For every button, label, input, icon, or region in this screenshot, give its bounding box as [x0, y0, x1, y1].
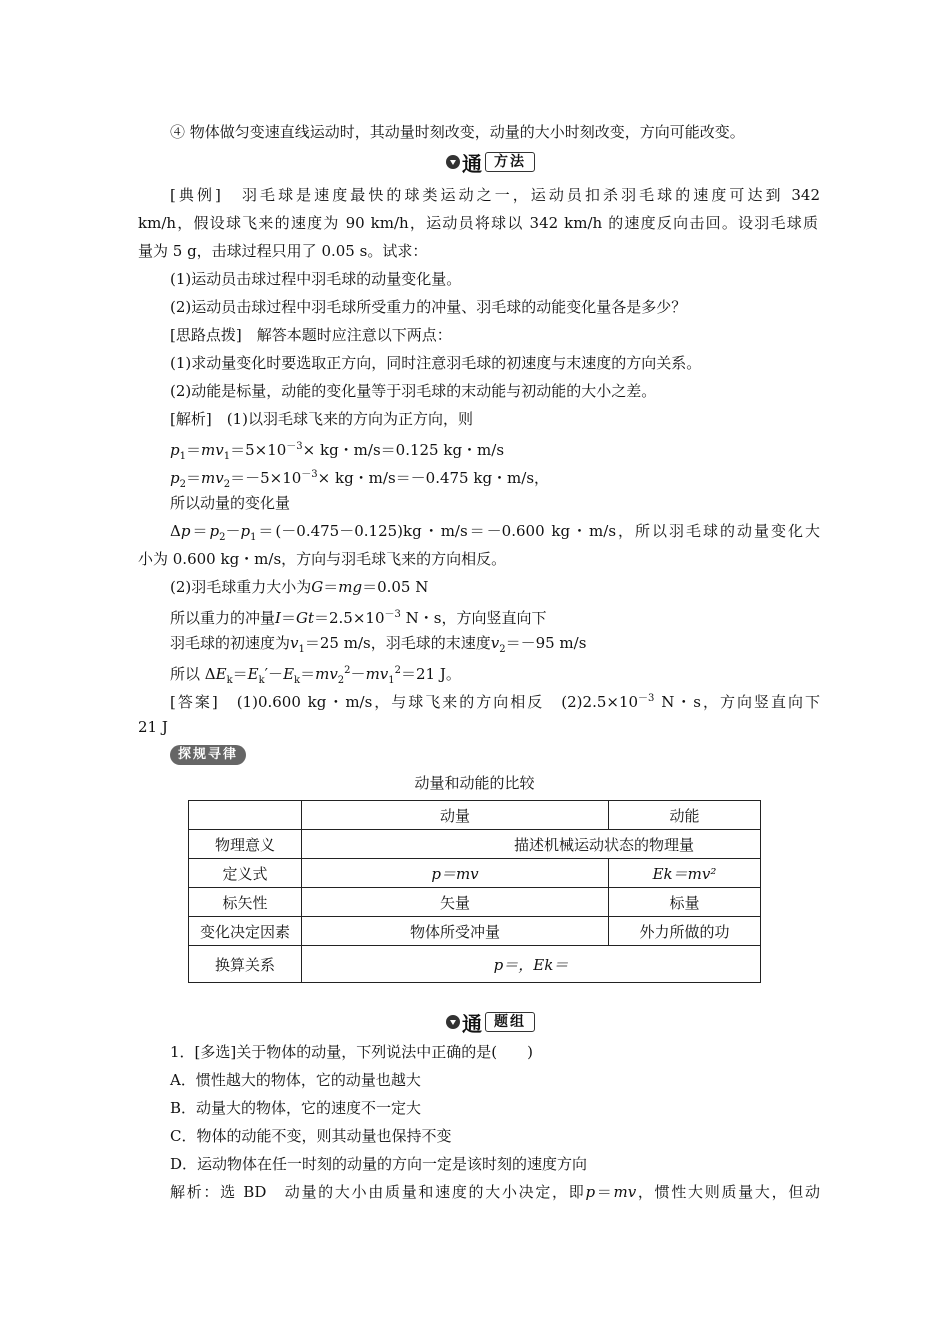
table-row — [189, 917, 761, 946]
option-c: C．物体的动能不变，则其动量也保持不变 — [170, 1127, 452, 1145]
triangle-badge-icon — [446, 1015, 460, 1029]
table-cell: 换算关系 — [189, 946, 302, 983]
example-line-3: 量为 5 g，击球过程只用了 0.05 s。试求： — [138, 242, 428, 260]
option-d: D．运动物体在任一时刻的动量的方向一定是该时刻的速度方向 — [170, 1155, 588, 1173]
hint-point-2: (2)动能是标量，动能的变化量等于羽毛球的末动能与初动能的大小之差。 — [170, 382, 657, 400]
table-cell: 动量 — [302, 801, 609, 830]
question-1: (1)运动员击球过程中羽毛球的动量变化量。 — [170, 270, 462, 288]
example-line-2: km/h，假设球飞来的速度为 90 km/h，运动员将球以 342 km/h 的速度反向击回。设羽毛球质 — [138, 214, 818, 232]
banner-big-char: 通 — [462, 1011, 482, 1036]
table-cell: 动能 — [609, 801, 761, 830]
solution-so: 所以动量的变化量 — [170, 494, 291, 512]
hint-head: [思路点拨] 解答本题时应注意以下两点： — [170, 326, 452, 344]
formula-velocity: 羽毛球的初速度为$v_1=25$ m/s，羽毛球的末速度$v_2=-95$ m/s — [170, 634, 587, 655]
table-cell: 描述机械运动状态的物理量 — [302, 830, 761, 859]
table-cell: 标矢性 — [189, 888, 302, 917]
formula-p1: $p_1=mv_1=5\times 10^{-3}\times$ kg・m/s＝0.125 kg・m/s — [170, 441, 505, 462]
table-cell: Ek＝mv² — [609, 859, 761, 888]
formula-kinetic: 所以 $\Delta E_k=E_k'-E_k=mv_2^2-mv_1^2=21$ J。 — [170, 665, 461, 686]
table-row — [189, 888, 761, 917]
formula-p2: $p_2=mv_2=-5\times 10^{-3}\times$ kg・m/s＝－0.475 kg・m/s， — [170, 469, 550, 490]
formula-delta-p: $\Delta p=p_2-p_1=(-0.475-0.125)kg$・m/s＝－0.600 kg・m/s，所以羽毛球的动量变化大 — [170, 522, 820, 543]
answer-line-1: [答案] (1)0.600 kg・m/s，与球飞来的方向相反 $(2)2.5\times 10^{-3}$ N・s，方向竖直向下 — [170, 693, 820, 711]
option-b: B．动量大的物体，它的速度不一定大 — [170, 1099, 422, 1117]
group-banner — [446, 1010, 535, 1034]
table-cell: 物理意义 — [189, 830, 302, 859]
delta-p-continued: 小为 0.600 kg・m/s，方向与羽毛球飞来的方向相反。 — [138, 550, 507, 568]
table-cell: 外力所做的功 — [609, 917, 761, 946]
hint-point-1: (1)求动量变化时要选取正方向，同时注意羽毛球的初速度与末速度的方向关系。 — [170, 354, 702, 372]
table-cell: p＝mv — [302, 859, 609, 888]
table-cell: p＝，Ek＝ — [302, 946, 761, 983]
table-cell: 标量 — [609, 888, 761, 917]
banner-label: 题组 — [485, 1012, 535, 1032]
example-line-1: [典例] 羽毛球是速度最快的球类运动之一，运动员扣杀羽毛球的速度可达到 342 — [170, 186, 820, 204]
section-pill: 探规寻律 — [170, 745, 246, 765]
method-banner — [446, 150, 535, 174]
explanation-line: 解析：选 BD 动量的大小由质量和速度的大小决定，即p＝mv，惯性大则质量大，但动 — [170, 1183, 820, 1201]
table-cell — [189, 801, 302, 830]
triangle-badge-icon — [446, 155, 460, 169]
banner-label: 方法 — [485, 152, 535, 172]
question-stem: 1．[多选]关于物体的动量，下列说法中正确的是( ) — [170, 1043, 533, 1061]
formula-gravity: (2)羽毛球重力大小为G＝mg＝0.05 N — [170, 578, 429, 596]
table-caption: 动量和动能的比较 — [414, 774, 535, 792]
comparison-table — [188, 800, 761, 983]
table-row — [189, 859, 761, 888]
answer-line-2: 21 J — [138, 718, 168, 736]
table-cell: 定义式 — [189, 859, 302, 888]
formula-impulse: 所以重力的冲量$I=Gt=2.5\times 10^{-3}$ N・s，方向竖直向下 — [170, 609, 547, 627]
table-row — [189, 830, 761, 859]
table-cell: 矢量 — [302, 888, 609, 917]
banner-big-char: 通 — [462, 151, 482, 176]
question-2: (2)运动员击球过程中羽毛球所受重力的冲量、羽毛球的动能变化量各是多少？ — [170, 298, 687, 316]
table-row — [189, 801, 761, 830]
option-a: A．惯性越大的物体，它的动量也越大 — [170, 1071, 421, 1089]
principle-line: ④ 物体做匀变速直线运动时，其动量时刻改变，动量的大小时刻改变，方向可能改变。 — [170, 123, 745, 141]
table-cell: 物体所受冲量 — [302, 917, 609, 946]
table-row — [189, 946, 761, 983]
table-cell: 变化决定因素 — [189, 917, 302, 946]
solution-head: [解析] (1)以羽毛球飞来的方向为正方向，则 — [170, 410, 473, 428]
